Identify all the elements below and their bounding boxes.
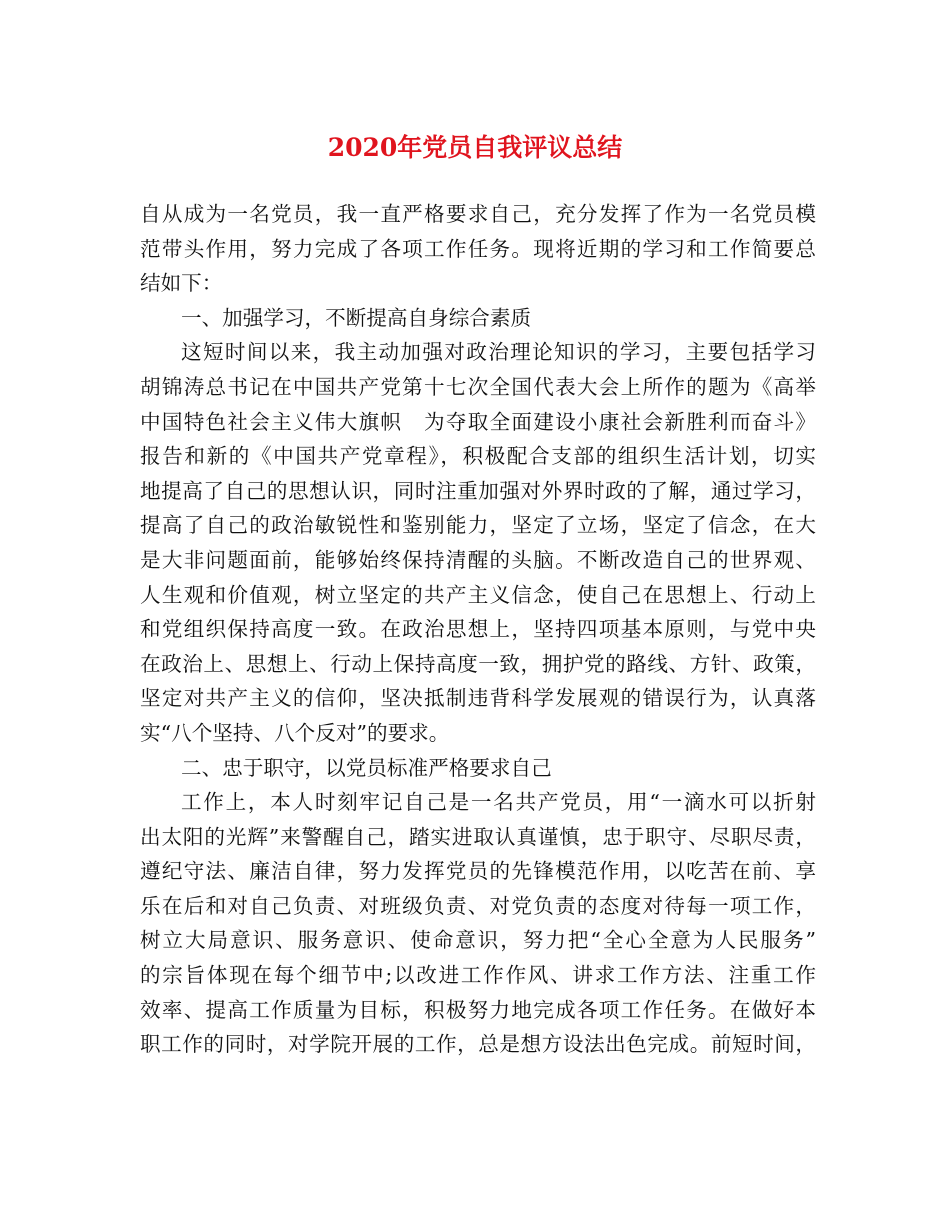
text-line: 树立大局意识、服务意识、使命意识，努力把“全心全意为人民服务” bbox=[140, 928, 816, 953]
document-body bbox=[140, 197, 816, 1062]
text-line: 是大非问题面前，能够始终保持清醒的头脑。不断改造自己的世界观、 bbox=[140, 547, 816, 572]
text-line: 结如下： bbox=[140, 271, 223, 296]
text-line: 职工作的同时，对学院开展的工作，总是想方设法出色完成。前短时间， bbox=[140, 1032, 816, 1057]
document-title: 2020年党员自我评议总结 bbox=[327, 133, 623, 162]
text-line: 的宗旨体现在每个细节中;以改进工作作风、讲求工作方法、注重工作 bbox=[140, 963, 816, 988]
text-line: 工作上，本人时刻牢记自己是一名共产党员，用“一滴水可以折射 bbox=[181, 790, 816, 815]
text-line: 人生观和价值观，树立坚定的共产主义信念，使自己在思想上、行动上 bbox=[140, 582, 816, 607]
text-line: 出太阳的光辉”来警醒自己，踏实进取认真谨慎，忠于职守、尽职尽责， bbox=[140, 824, 816, 849]
text-line: 胡锦涛总书记在中国共产党第十七次全国代表大会上所作的题为《高举 bbox=[140, 374, 816, 399]
text-line: 提高了自己的政治敏锐性和鉴别能力，坚定了立场，坚定了信念，在大 bbox=[140, 513, 816, 538]
text-line: 乐在后和对自己负责、对班级负责、对党负责的态度对待每一项工作， bbox=[140, 893, 816, 918]
text-line: 自从成为一名党员，我一直严格要求自己，充分发挥了作为一名党员模 bbox=[140, 202, 816, 226]
text-line: 实“八个坚持、八个反对”的要求。 bbox=[140, 720, 450, 745]
text-line: 地提高了自己的思想认识，同时注重加强对外界时政的了解，通过学习， bbox=[140, 478, 816, 503]
text-line: 报告和新的《中国共产党章程》，积极配合支部的组织生活计划，切实 bbox=[140, 444, 816, 469]
text-line: 效率、提高工作质量为目标，积极努力地完成各项工作任务。在做好本 bbox=[140, 997, 816, 1022]
text-line: 和党组织保持高度一致。在政治思想上，坚持四项基本原则，与党中央 bbox=[140, 617, 816, 642]
text-line: 范带头作用，努力完成了各项工作任务。现将近期的学习和工作简要总 bbox=[140, 236, 816, 261]
text-line: 遵纪守法、廉洁自律，努力发挥党员的先锋模范作用，以吃苦在前、享 bbox=[140, 859, 816, 884]
text-line: 坚定对共产主义的信仰，坚决抵制违背科学发展观的错误行为，认真落 bbox=[140, 686, 816, 711]
text-line: 这短时间以来，我主动加强对政治理论知识的学习，主要包括学习 bbox=[181, 340, 816, 365]
text-line: 一、加强学习，不断提高自身综合素质 bbox=[181, 305, 532, 330]
text-line: 二、忠于职守，以党员标准严格要求自己 bbox=[181, 755, 552, 780]
text-line: 在政治上、思想上、行动上保持高度一致，拥护党的路线、方针、政策， bbox=[140, 651, 816, 676]
text-line: 中国特色社会主义伟大旗帜 为夺取全面建设小康社会新胜利而奋斗》 bbox=[140, 409, 816, 434]
